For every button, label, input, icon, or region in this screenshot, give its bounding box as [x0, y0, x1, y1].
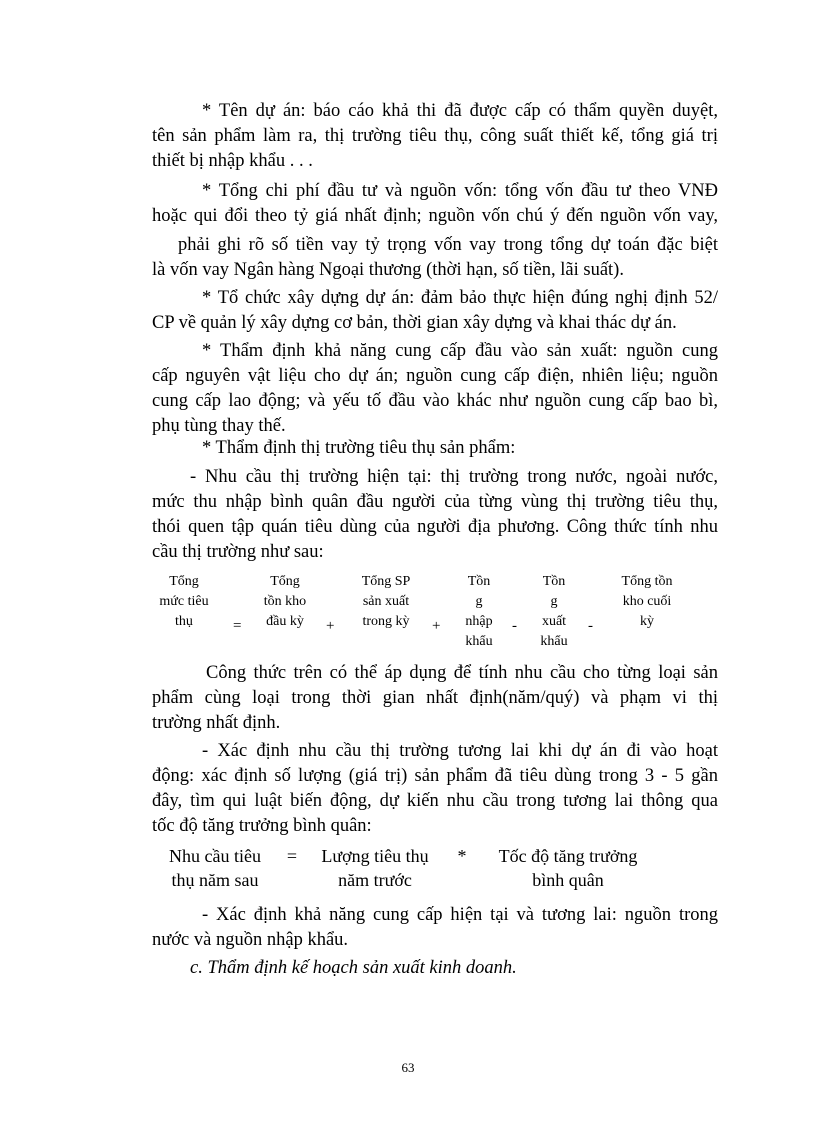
formula-term-opening-stock: Tổng tồn kho đầu kỳ: [263, 574, 307, 629]
paragraph-formula-note: [152, 661, 718, 736]
formula-next-year-demand: Nhu cầu tiêu thụ năm sau: [169, 846, 261, 890]
formula-average-growth: Tốc độ tăng trưởng bình quân: [498, 846, 638, 890]
formula-term-production: Tổng SP sản xuất trong kỳ: [361, 574, 411, 629]
text-line: nước và nguồn nhập khẩu.: [152, 930, 349, 950]
text-line: Công thức trên có thể áp dụng để tính nhu cầu cho từng loại sản: [206, 663, 718, 683]
text-line: * Thẩm định thị trường tiêu thụ sản phẩm:: [202, 438, 516, 458]
formula-term-exports: Tồn g xuất khẩu: [540, 574, 568, 649]
text-line: là vốn vay Ngân hàng Ngoại thương (thời hạn, số tiền, lãi suất).: [152, 260, 624, 280]
text-line: cấp nguyên vật liệu cho dự án; nguồn cung cấp điện, nhiên liệu; nguồn: [152, 366, 718, 386]
text-line: * Tổ chức xây dựng dự án: đảm bảo thực hiện đúng nghị định 52/: [202, 288, 718, 308]
text-line: cung cấp lao động; và yếu tố đầu vào khác như nguồn cung cấp bao bì,: [152, 391, 718, 411]
text-line: - Xác định khả năng cung cấp hiện tại và tương lai: nguồn trong: [202, 905, 718, 925]
text-line: - Xác định nhu cầu thị trường tương lai khi dự án đi vào hoạt: [202, 741, 718, 761]
formula-operator: *: [457, 846, 467, 866]
text-line: động: xác định số lượng (giá trị) sản phẩm đã tiêu dùng trong 3 - 5 gần: [152, 766, 718, 786]
paragraph-current-demand: [152, 465, 718, 565]
text-line: c. Thẩm định kế hoạch sản xuất kinh doanh.: [190, 958, 517, 978]
text-line: hoặc qui đổi theo tỷ giá nhất định; nguồn vốn chú ý đến nguồn vốn vay,: [152, 206, 718, 226]
paragraph-input-supply: [152, 339, 718, 439]
formula-operator: -: [512, 618, 517, 634]
text-line: phụ tùng thay thế.: [152, 416, 286, 436]
paragraph-future-demand: [152, 739, 718, 839]
formula-term-imports: Tồn g nhập khẩu: [465, 574, 493, 649]
formula-operator: +: [326, 618, 335, 634]
formula-term-total-consumption: Tổng mức tiêu thụ: [159, 574, 209, 629]
section-heading-business-plan: [152, 956, 718, 981]
text-line: * Thẩm định khả năng cung cấp đầu vào sản xuất: nguồn cung: [202, 341, 718, 361]
text-line: mức thu nhập bình quân đầu người của từng vùng thị trường tiêu thụ,: [152, 492, 718, 512]
formula-term-closing-stock: Tổng tồn kho cuối kỳ: [621, 574, 673, 629]
paragraph-project-name: [152, 99, 718, 174]
formula-operator: +: [432, 618, 441, 634]
text-line: * Tên dự án: báo cáo khả thi đã được cấp có thẩm quyền duyệt,: [202, 101, 718, 121]
formula-operator: -: [588, 618, 593, 634]
paragraph-supply-capacity: [152, 903, 718, 953]
text-line: trường nhất định.: [152, 713, 281, 733]
text-line: phải ghi rõ số tiền vay tỷ trọng vốn vay trong tổng dự toán đặc biệt: [178, 235, 718, 255]
formula-operator: =: [233, 618, 242, 634]
paragraph-investment-cost: [152, 179, 718, 229]
text-line: phẩm cùng loại trong thời gian nhất định(năm/quý) và phạm vi thị: [152, 688, 718, 708]
paragraph-market-heading: [152, 436, 718, 461]
text-line: cầu thị trường như sau:: [152, 542, 324, 562]
text-line: * Tổng chi phí đầu tư và nguồn vốn: tổng vốn đầu tư theo VNĐ: [202, 181, 718, 201]
text-line: thiết bị nhập khẩu . . .: [152, 151, 313, 171]
text-line: tên sản phẩm làm ra, thị trường tiêu thụ, công suất thiết kế, tổng giá trị: [152, 126, 718, 146]
formula-last-year-consumption: Lượng tiêu thụ năm trước: [321, 846, 429, 890]
text-line: đây, tìm qui luật biến động, dự kiến nhu cầu trong tương lai thông qua: [152, 791, 718, 811]
paragraph-construction: [152, 286, 718, 336]
text-line: tốc độ tăng trưởng bình quân:: [152, 816, 372, 836]
formula-operator: =: [286, 846, 298, 866]
paragraph-loan: [152, 233, 718, 283]
text-line: thói quen tập quán tiêu dùng của người địa phương. Công thức tính nhu: [152, 517, 718, 537]
text-line: - Nhu cầu thị trường hiện tại: thị trường trong nước, ngoài nước,: [190, 467, 718, 487]
text-line: CP về quản lý xây dựng cơ bản, thời gian xây dựng và khai thác dự án.: [152, 313, 677, 333]
page-number: 63: [401, 1060, 415, 1075]
